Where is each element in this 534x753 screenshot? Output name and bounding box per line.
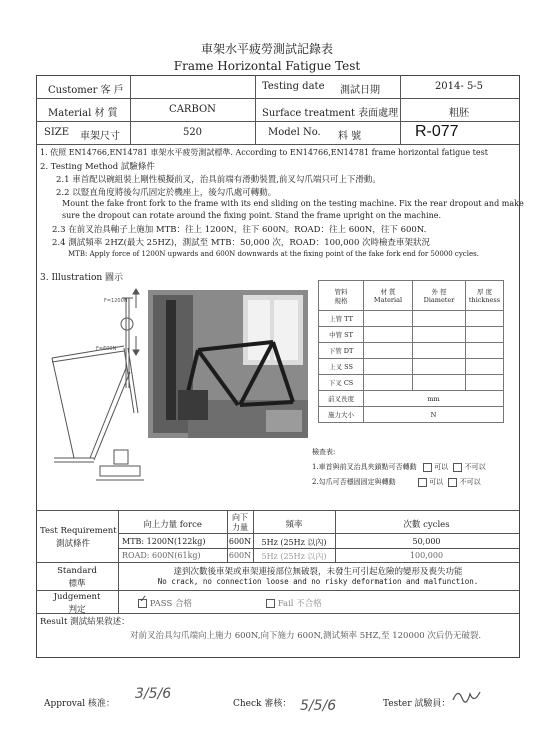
fork-length-unit: mm	[364, 391, 504, 407]
col-frequency: 頻率	[285, 520, 303, 530]
force-down-label: F=600N	[96, 346, 117, 352]
spec-row-label: 下叉 CS	[319, 375, 364, 391]
standard-label-en: Standard	[57, 566, 97, 576]
illustration-heading: 3. Illustration 圖示	[40, 273, 124, 283]
force-label: 施力大小	[319, 407, 364, 423]
col-cycles: 次數 cycles	[403, 520, 450, 530]
force-up-label: F=1200N	[104, 298, 128, 304]
test-setup-photo	[148, 290, 308, 438]
mtb-frequency: 5Hz (25Hz 以內)	[261, 538, 327, 547]
fork-length-label: 前叉長度	[319, 391, 364, 407]
material-value: CARBON	[169, 104, 216, 115]
standard-text-en: No crack, no connection loose and no risky deformation and malfunction.	[157, 577, 479, 586]
tube-spec-table	[318, 280, 504, 423]
judgement-label-en: Judgement	[53, 592, 101, 602]
spec-header-material: 材 質 Material	[364, 281, 413, 311]
spec-header-thickness: 厚 度 thickness	[466, 281, 504, 311]
requirement-label-en: Test Requirement	[40, 526, 117, 536]
road-frequency: 5Hz (25Hz 以內)	[261, 552, 327, 561]
testing-date-value: 2014- 5-5	[434, 81, 484, 92]
surface-label: Surface treatment 表面處理	[262, 108, 399, 119]
method-en-line-1: Mount the fake front fork to the frame with its end sliding on the testing machine. Fix the rear dropout and make	[62, 199, 524, 208]
size-value: 520	[182, 127, 203, 138]
checklist-heading: 檢查表:	[312, 448, 336, 456]
checkbox-cannot-1[interactable]	[453, 463, 462, 472]
item-2-3: 2.3 在前叉治具軸子上施加 MTB：往上 1200N，往下 600N。ROAD：往上 600N，往下 600N.	[52, 225, 427, 235]
judgement-pass: ✓ PASS 合格	[139, 594, 192, 609]
pass-checkbox[interactable]: ✓	[138, 599, 147, 608]
checkbox-can-2[interactable]	[418, 478, 427, 487]
approval-label: Approval 核准：	[44, 699, 115, 709]
item-2-1: 2.1 車首配以碗組裝上剛性模擬前叉，治具前端有滑動裝置,前叉勾爪端只可上下滑動。	[56, 175, 381, 185]
road-up: ROAD: 600N(61kg)	[122, 551, 201, 560]
road-cycles: 100,000	[409, 551, 444, 560]
model-label: Model No.	[268, 127, 321, 138]
col-down-force-1: 向下	[232, 513, 248, 522]
check-signature: 5/5/6	[300, 698, 337, 714]
material-label: Material 材 質	[48, 108, 118, 119]
item-2-4: 2.4 測試頻率 2HZ(最大 25HZ)，測試至 MTB：50,000 次，ROAD：100,000 次時檢查車架狀況	[52, 238, 431, 248]
approval-signature: 3/5/6	[135, 686, 172, 702]
spec-header-name: 管料 規格	[319, 281, 364, 311]
model-value: R-077	[415, 123, 459, 140]
testing-date-label-zh: 測試日期	[340, 85, 380, 96]
spec-row-label: 上管 TT	[319, 311, 364, 327]
fail-checkbox[interactable]	[266, 599, 275, 608]
standard-text-zh: 達到次數後車架或車架連接部位無破裂，未發生可引起危險的變形及喪失功能	[173, 567, 463, 577]
judgement-label-zh: 判定	[68, 605, 86, 615]
result-text: 对前叉治具勾爪端向上施力 600N,向下施力 600N,测试频率 5HZ,至 120000 次后仍无破裂.	[130, 631, 482, 641]
title-zh: 車架水平疲勞測試記錄表	[200, 42, 333, 56]
road-down: 600N	[228, 551, 252, 560]
method-en-line-2: sure the dropout can rotate around the fixing point. Stand the frame upright on the machine.	[62, 211, 442, 220]
mtb-cycles: 50,000	[412, 537, 441, 546]
model-label-zh: 料 號	[338, 131, 362, 142]
col-up-force: 向上力量 force	[143, 520, 202, 530]
size-label-zh: 車架尺寸	[80, 131, 120, 142]
tester-label: Tester 試驗員：	[383, 699, 451, 709]
checkbox-can-1[interactable]	[423, 463, 432, 472]
spec-header-diameter: 外 徑 Diameter	[413, 281, 466, 311]
checkbox-cannot-2[interactable]	[448, 478, 457, 487]
requirement-label-zh: 測試條件	[56, 539, 91, 549]
force-unit: N	[364, 407, 504, 423]
title-en: Frame Horizontal Fatigue Test	[173, 59, 361, 73]
standard-label-zh: 標準	[68, 579, 86, 589]
method-heading: 2. Testing Method 試驗條件	[40, 162, 155, 172]
frame-test-diagram	[44, 288, 144, 498]
standard-line-1: 1. 依照 EN14766,EN14781 車架水平疲勞測試標準. According to EN14766,EN14781 frame horizontal fatigue test	[40, 148, 488, 157]
result-label: Result 測試結果敘述：	[40, 617, 130, 627]
surface-value: 粗胚	[449, 108, 469, 119]
spec-row-label: 中管 ST	[319, 327, 364, 343]
testing-date-label: Testing date	[262, 81, 325, 92]
spec-row-label: 下管 DT	[319, 343, 364, 359]
spec-row-label: 上叉 SS	[319, 359, 364, 375]
item-2-2: 2.2 以豎直角度將後勾爪固定於機座上，後勾爪處可轉動。	[56, 188, 277, 198]
mtb-down: 600N	[228, 537, 252, 546]
col-down-force-2: 力量	[232, 523, 248, 532]
customer-label: Customer 客 戶	[48, 85, 124, 96]
checklist-item-1: 1.車首與前叉治具夾鎖點可否轉動 可以 不可以	[312, 463, 486, 471]
check-label: Check 審核：	[233, 699, 292, 709]
size-label: SIZE	[44, 127, 70, 138]
checklist-item-2: 2.勾爪可否穩固固定與轉動 可以 不可以	[312, 478, 481, 486]
mtb-note: MTB: Apply force of 1200N upwards and 600N downwards at the fixing point of the fake fork end for 50000 cycles.	[68, 250, 479, 258]
judgement-fail: Fail 不合格	[266, 597, 322, 609]
tester-signature	[450, 686, 486, 708]
mtb-up: MTB: 1200N(122kg)	[122, 537, 206, 546]
